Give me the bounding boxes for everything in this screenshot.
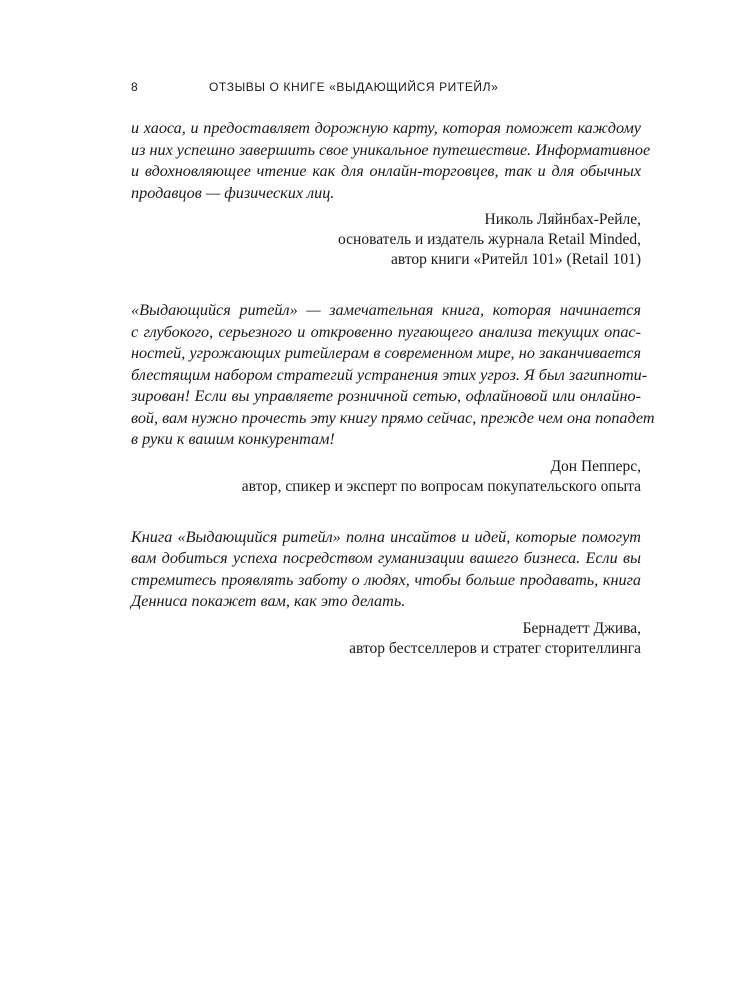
quote-line: Книга «Выдающийся ритейл» полна инсайтов и идей, которые помогут [131, 527, 641, 546]
review-attribution [131, 457, 641, 497]
page-content [131, 118, 655, 659]
quote-line: зирован! Если вы управляете розничной сетью, офлайновой или онлайно- [131, 387, 641, 405]
quote-line: стремитесь проявлять заботу о людях, чтобы больше продавать, книга [131, 570, 641, 589]
quote-line: с глубокого, серьезного и откровенно пугающего анализа текущих опас- [131, 322, 641, 341]
review-quote [131, 118, 651, 204]
review-quote [131, 300, 655, 451]
review-attribution [131, 619, 641, 659]
author-role: автор книги «Ритейл 101» (Retail 101) [391, 251, 641, 268]
author-name: Николь Ляйнбах-Рейле, [484, 211, 641, 228]
quote-line: вой, вам нужно прочесть эту книгу прямо сейчас, прежде чем она попадет [131, 408, 655, 427]
quote-line: «Выдающийся ритейл» — замечательная книга, которая начинается [131, 301, 641, 319]
review-quote [131, 527, 641, 613]
page-number: 8 [131, 80, 139, 94]
author-role: автор бестселлеров и стратег сторителлинга [349, 639, 641, 657]
review-2 [131, 300, 655, 497]
author-name: Бернадетт Джива, [522, 619, 641, 637]
review-3 [131, 527, 641, 659]
review-1 [131, 118, 651, 270]
quote-line: в руки к вашим конкурентам! [131, 430, 335, 448]
running-title: ОТЗЫВЫ О КНИГЕ «ВЫДАЮЩИЙСЯ РИТЕЙЛ» [209, 80, 499, 94]
quote-line: блестящим набором стратегий устранения этих угроз. Я был загипноти- [131, 365, 648, 384]
quote-line: и вдохновляющее чтение как для онлайн-торговцев, так и для обычных [131, 162, 641, 180]
quote-line: продавцов — физических лиц. [131, 183, 335, 202]
author-name: Дон Пепперс, [550, 457, 641, 475]
review-attribution [131, 210, 641, 270]
quote-line: и хаоса, и предоставляет дорожную карту, которая поможет каждому [131, 119, 641, 137]
author-role: основатель и издатель журнала Retail Minded, [338, 231, 641, 248]
quote-line: вам добиться успеха посредством гуманизации вашего бизнеса. Если вы [131, 549, 641, 567]
quote-line: из них успешно завершить свое уникальное путешествие. Информативное [131, 140, 651, 159]
quote-line: ностей, угрожающих ритейлерам в современном мире, но заканчивается [131, 344, 641, 362]
quote-line: Денниса покажет вам, как это делать. [131, 592, 406, 610]
running-head [131, 80, 641, 100]
author-role: автор, спикер и эксперт по вопросам покупательского опыта [241, 477, 641, 495]
